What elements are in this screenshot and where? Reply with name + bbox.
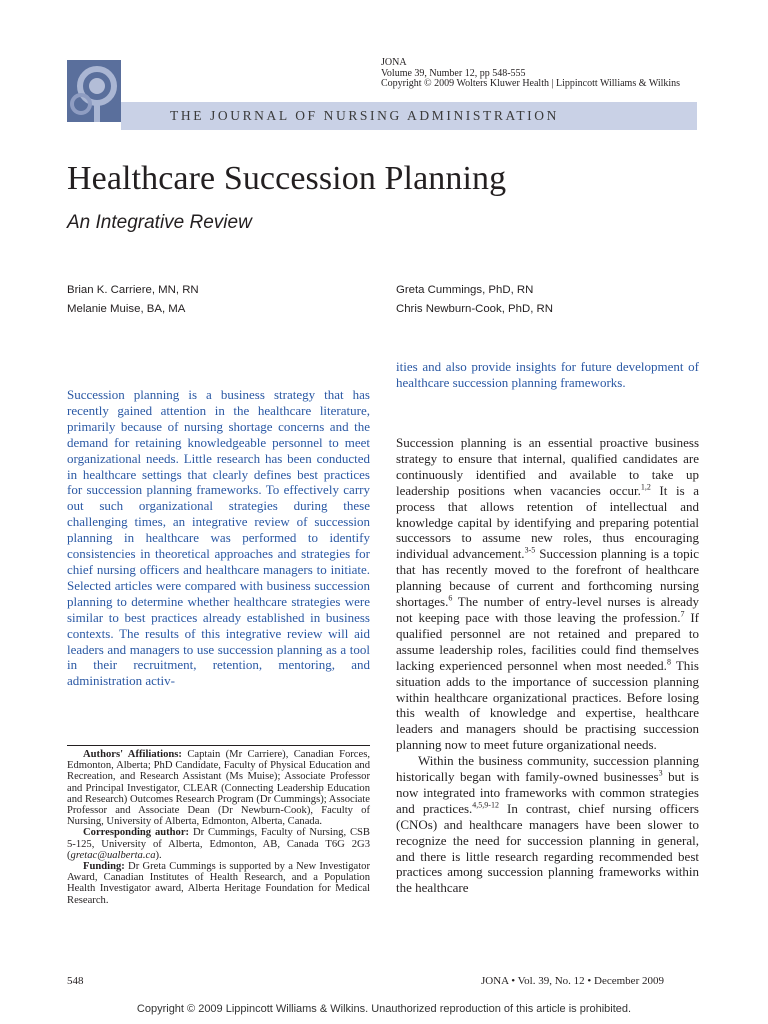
email-link[interactable]: gretac@ualberta.ca: [70, 849, 156, 861]
copyright-notice: Copyright © 2009 Lippincott Williams & Wilkins. Unauthorized reproduction of this article is prohibited.: [136, 1003, 632, 1015]
article-subtitle: An Integrative Review: [67, 212, 252, 233]
abstract-part-2: ities and also provide insights for future development of healthcare succession planning frameworks.: [396, 359, 699, 390]
corresponding-author-note: Corresponding author: Dr Cummings, Faculty of Nursing, CSB 5-125, University of Alberta, Edmonton, AB, Canada T6G 2G3 (gretac@ualberta.ca).: [67, 827, 370, 861]
author-name: Brian K. Carriere, MN, RN: [67, 284, 199, 296]
running-footer: JONA • Vol. 39, No. 12 • December 2009: [481, 975, 664, 987]
journal-logo-graphic: [67, 60, 121, 122]
affiliations-note: Authors' Affiliations: Captain (Mr Carriere), Canadian Forces, Edmonton, Alberta; PhD Candidate, Faculty of Physical Education and Recreation, and Research Assistant (Ms Muise); Associate Professor and Principal Investigator, CLEAR (Connecting Leadership Education and Research) Outcomes Research Program (Dr Cummings); Associate Professor and Associate Dean (Dr Newburn-Cook), Faculty of Nursing, University of Alberta, Edmonton, Alberta, Canada.: [67, 749, 370, 828]
body-paragraph-2: Within the business community, succession planning historically began with family-owned businesses$^3$ but is now integrated into frameworks with common strategies and practices.$^{4,5,9-12}$ In contrast, chief nursing officers (CNOs) and healthcare managers have been slower to recognize the need for succession planning in general, and there is little research regarding recommended best practices among succession planning frameworks within the healthcare: [396, 753, 699, 896]
citation-block: [381, 58, 680, 90]
journal-name: THE JOURNAL OF NURSING ADMINISTRATION: [170, 108, 559, 123]
page-number: 548: [67, 975, 84, 987]
abstract-part-1: Succession planning is a business strategy that has recently gained attention in the healthcare literature, primarily because of nursing shortage concerns and the demand for retaining knowledgeable personnel to meet organizational needs. Little research has been conducted in healthcare settings that clearly defines best practices for succession planning frameworks. To effectively carry out such organizational strategies during these challenging times, an integrative review of succession planning in healthcare was performed to identify consistencies in theoretical approaches and strategies for chief nursing officers and healthcare managers to initiate. Selected articles were compared with business succession planning to determine whether healthcare strategies were similar to best practices already established in business contexts. The results of this integrative review will aid leaders and managers to use succession planning as a tool in their recruitment, retention, mentoring, and administration activ-: [67, 387, 370, 689]
footnotes: [67, 749, 370, 906]
authors-left: [67, 281, 199, 319]
body-paragraph-1: Succession planning is an essential proactive business strategy to ensure that internal, qualified candidates are continuously identified and available to take up leadership positions when vacancies occur.$^{1,2}$ It is a process that allows retention of intellectual and knowledge capital by identifying and preparing potential successors to assume new roles, thus encouraging individual advancement.$^{3-5}$ Succession planning is a topic that has recently moved to the forefront of healthcare planning because of current and forthcoming nursing shortages.$^6$ The number of entry-level nurses is already not keeping pace with those leaving the profession.$^7$ If qualified personnel are not retained and prepared to assume leadership roles, facilities could find themselves lacking experienced personnel when most needed.$^8$ This situation adds to the importance of succession planning within healthcare organizational practices. Before losing this wealth of knowledge and expertise, healthcare leaders and managers should be practising succession planning now to meet future organizational needs.: [396, 435, 699, 753]
footnote-rule: [67, 745, 370, 746]
funding-note: Funding: Dr Greta Cummings is supported by a New Investigator Award, Canadian Institutes of Health Research, and a Population Health Investigator award, Alberta Heritage Foundation for Medical Research.: [67, 861, 370, 906]
copyright-line: Copyright © 2009 Wolters Kluwer Health | Lippincott Williams & Wilkins: [381, 78, 681, 89]
body-text: [396, 435, 699, 896]
journal-logo: [67, 60, 121, 122]
volume-line: Volume 39, Number 12, pp 548-555: [381, 67, 526, 79]
author-name: Chris Newburn-Cook, PhD, RN: [396, 303, 553, 315]
journal-abbrev: JONA: [381, 57, 407, 68]
authors-right: [396, 281, 553, 319]
author-name: Melanie Muise, BA, MA: [67, 303, 186, 315]
author-name: Greta Cummings, PhD, RN: [396, 284, 534, 296]
article-title: Healthcare Succession Planning: [67, 160, 507, 197]
